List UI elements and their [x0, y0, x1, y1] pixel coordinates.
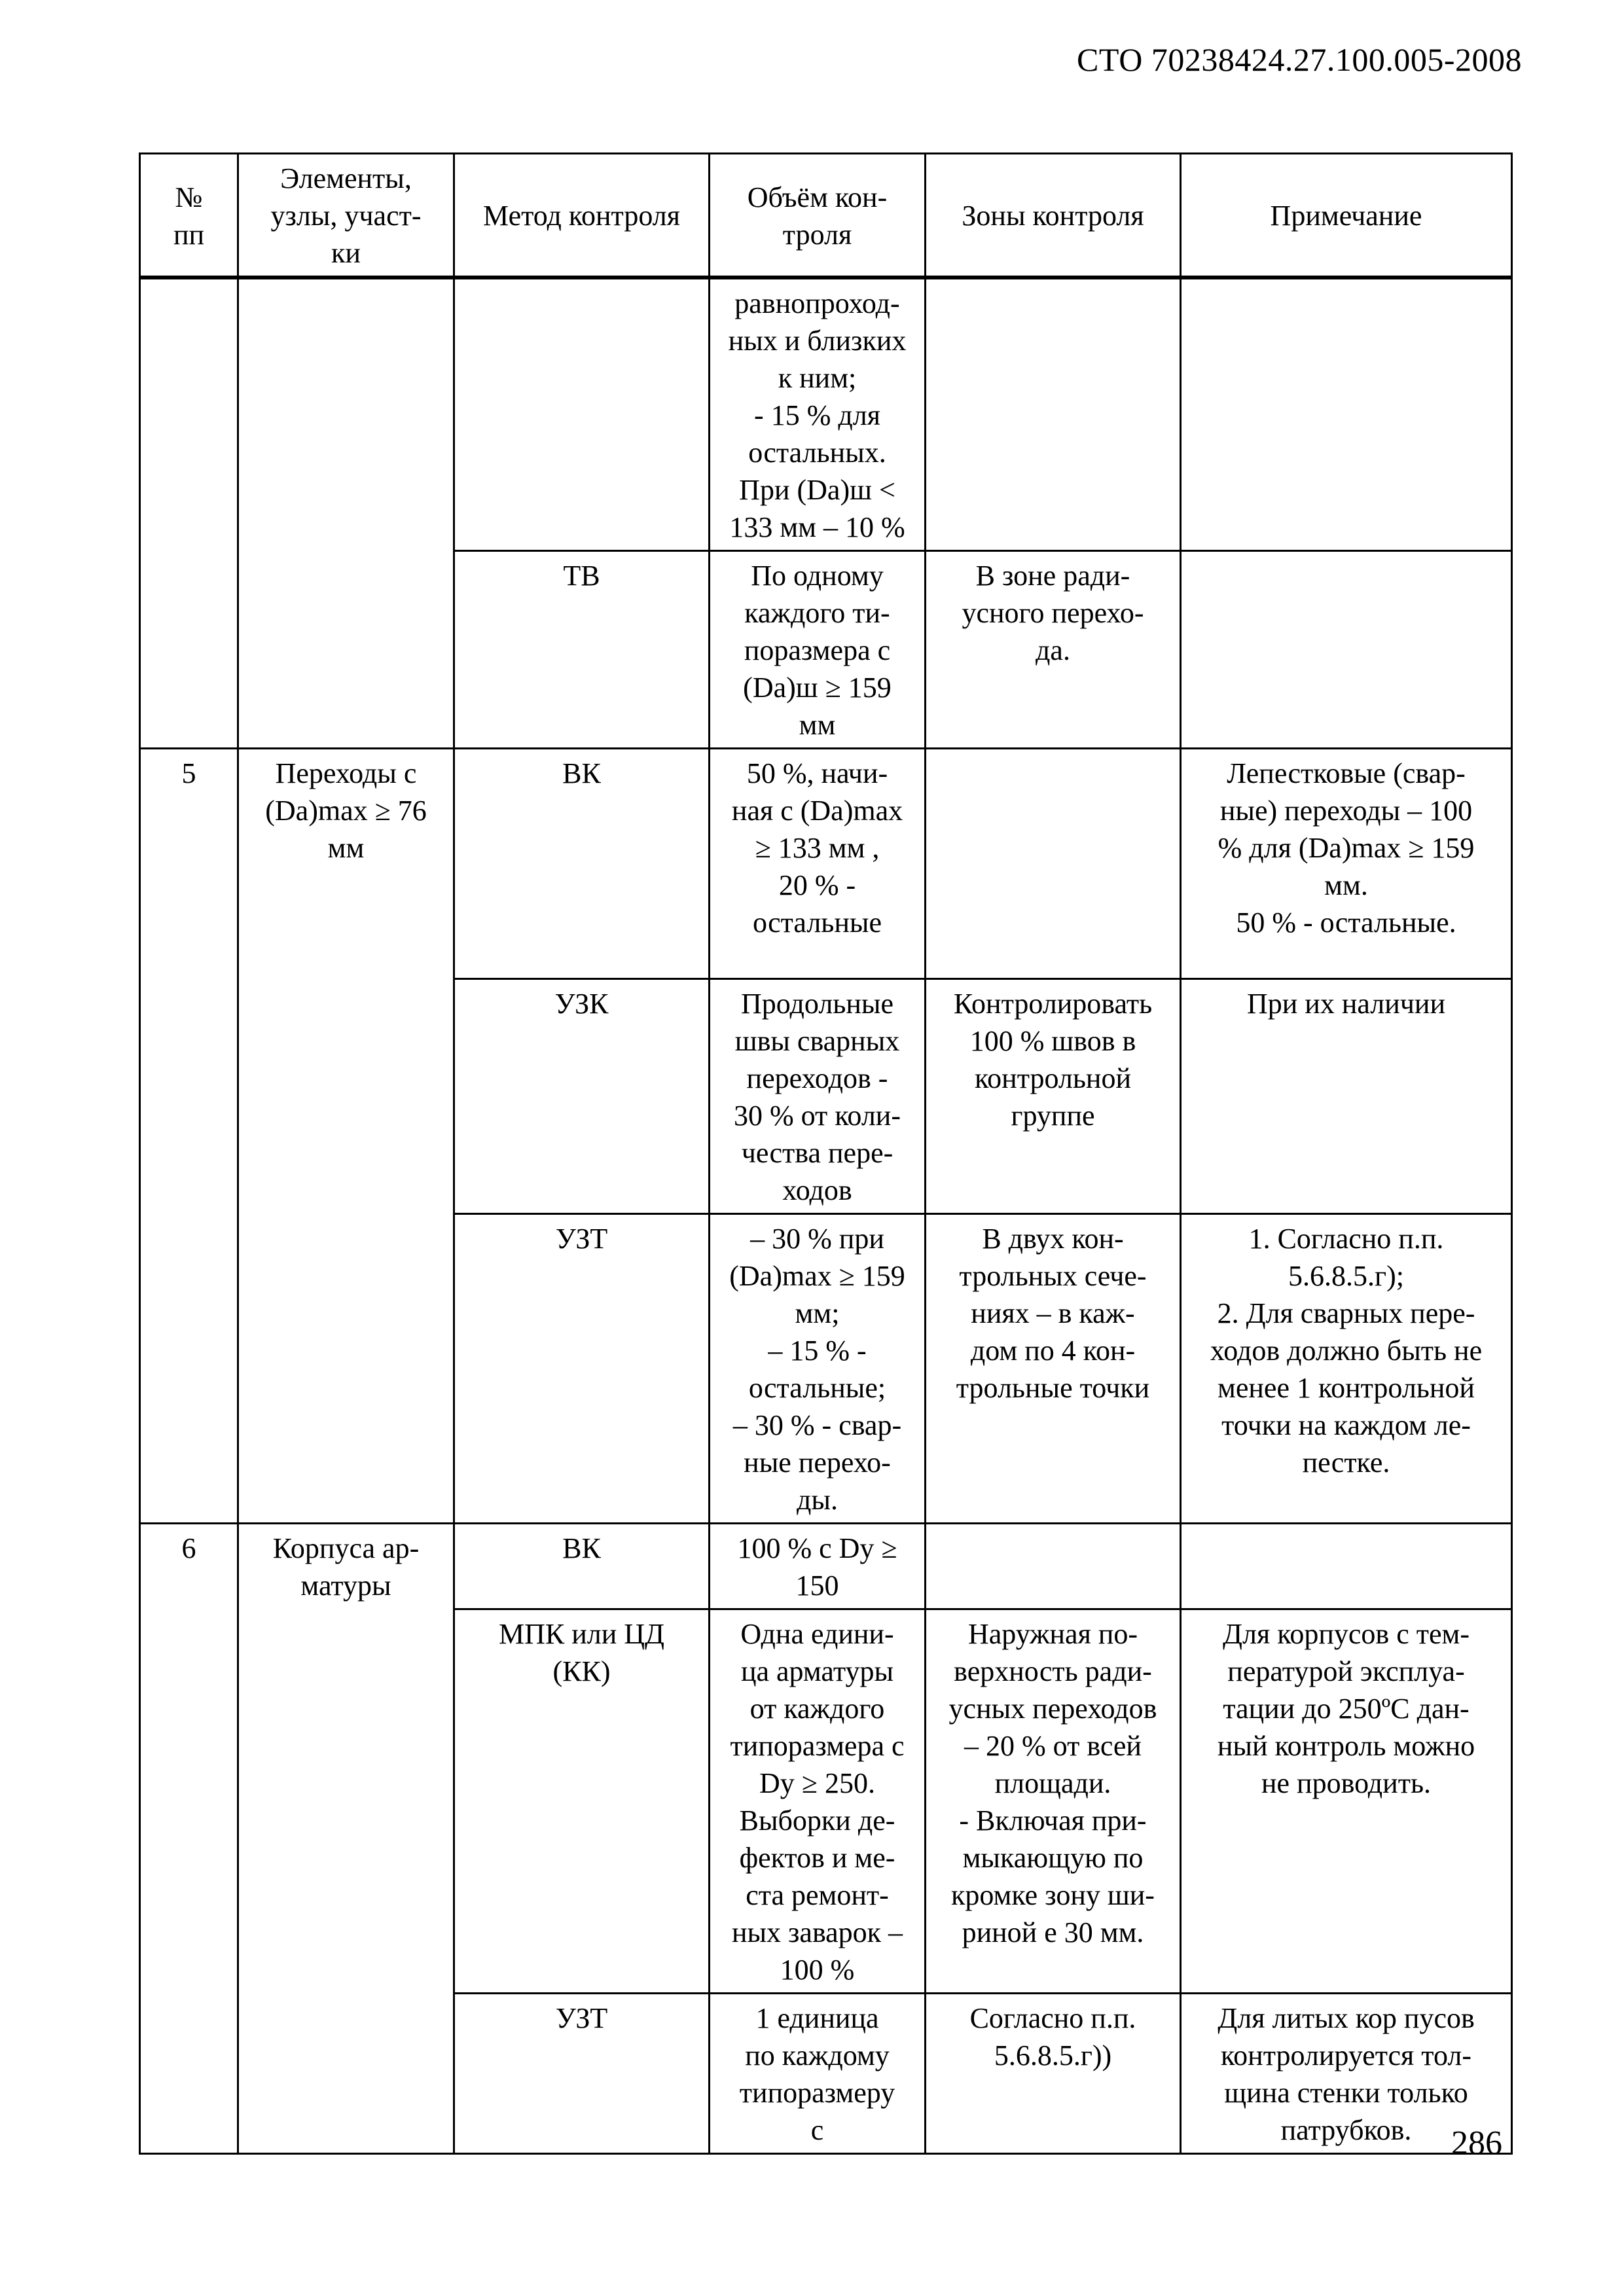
- table-row: [140, 278, 1512, 551]
- table-row: [140, 1524, 1512, 1609]
- cell-method: ВК: [454, 1524, 710, 1609]
- column-header-zones: Зоны контроля: [926, 154, 1181, 278]
- cell-volume: равнопроход- ных и близких к ним; - 15 % для остальных. При (Da)ш < 133 мм – 10 %: [710, 278, 926, 551]
- cell-method: МПК или ЦД (КК): [454, 1609, 710, 1994]
- cell-volume: – 30 % при (Da)max ≥ 159 мм; – 15 % - остальные; – 30 % - свар- ные перехо- ды.: [710, 1214, 926, 1524]
- column-header-number: № пп: [140, 154, 238, 278]
- cell-method: УЗК: [454, 979, 710, 1214]
- page-number: 286: [1451, 2125, 1502, 2162]
- cell-volume: Одна едини- ца арматуры от каждого типоразмера с Dy ≥ 250. Выборки де- фектов и ме- ста ремонт- ных заварок – 100 %: [710, 1609, 926, 1994]
- column-header-elements: Элементы, узлы, участ- ки: [238, 154, 454, 278]
- cell-method: УЗТ: [454, 1214, 710, 1524]
- cell-note: Для корпусов с тем- пературой эксплуа- тации до 250ºС дан- ный контроль можно не проводить.: [1181, 1609, 1512, 1994]
- cell-zones: Согласно п.п. 5.6.8.5.г)): [926, 1994, 1181, 2154]
- cell-note: Лепестковые (свар- ные) переходы – 100 % для (Da)max ≥ 159 мм. 50 % - остальные.: [1181, 749, 1512, 979]
- cell-zones: В двух кон- трольных сече- ниях – в каж- дом по 4 кон- трольные точки: [926, 1214, 1181, 1524]
- cell-note: [1181, 551, 1512, 749]
- cell-element: [238, 278, 454, 749]
- cell-number: 6: [140, 1524, 238, 2154]
- cell-method: [454, 278, 710, 551]
- table-header-row: [140, 154, 1512, 278]
- cell-element: Корпуса ар- матуры: [238, 1524, 454, 2154]
- cell-zones: Наружная по- верхность ради- усных переходов – 20 % от всей площади. - Включая при- мыкающую по кромке зону ши- риной е 30 мм.: [926, 1609, 1181, 1994]
- column-header-note: Примечание: [1181, 154, 1512, 278]
- cell-note: Для литых кор пусов контролируется тол- щина стенки только патрубков.: [1181, 1994, 1512, 2154]
- column-header-volume: Объём кон- троля: [710, 154, 926, 278]
- document-code: СТО 70238424.27.100.005-2008: [1077, 41, 1522, 78]
- column-header-method: Метод контроля: [454, 154, 710, 278]
- cell-method: ТВ: [454, 551, 710, 749]
- cell-zones: [926, 749, 1181, 979]
- cell-volume: 50 %, начи- ная с (Da)max ≥ 133 мм , 20 % - остальные: [710, 749, 926, 979]
- cell-number: [140, 278, 238, 749]
- control-table: [139, 152, 1513, 2155]
- cell-number: 5: [140, 749, 238, 1524]
- table-row: [140, 749, 1512, 979]
- cell-volume: По одному каждого ти- поразмера с (Da)ш ≥ 159 мм: [710, 551, 926, 749]
- cell-volume: 100 % с Dy ≥ 150: [710, 1524, 926, 1609]
- cell-element: Переходы с (Da)max ≥ 76 мм: [238, 749, 454, 1524]
- cell-zones: [926, 1524, 1181, 1609]
- cell-note: [1181, 1524, 1512, 1609]
- cell-method: ВК: [454, 749, 710, 979]
- cell-zones: [926, 278, 1181, 551]
- cell-volume: 1 единица по каждому типоразмеру с: [710, 1994, 926, 2154]
- cell-zones: В зоне ради- усного перехо- да.: [926, 551, 1181, 749]
- cell-volume: Продольные швы сварных переходов - 30 % от коли- чества пере- ходов: [710, 979, 926, 1214]
- cell-method: УЗТ: [454, 1994, 710, 2154]
- cell-zones: Контролировать 100 % швов в контрольной группе: [926, 979, 1181, 1214]
- cell-note: [1181, 278, 1512, 551]
- cell-note: При их наличии: [1181, 979, 1512, 1214]
- cell-note: 1. Согласно п.п. 5.6.8.5.г); 2. Для сварных пере- ходов должно быть не менее 1 контрольной точки на каждом ле- пестке.: [1181, 1214, 1512, 1524]
